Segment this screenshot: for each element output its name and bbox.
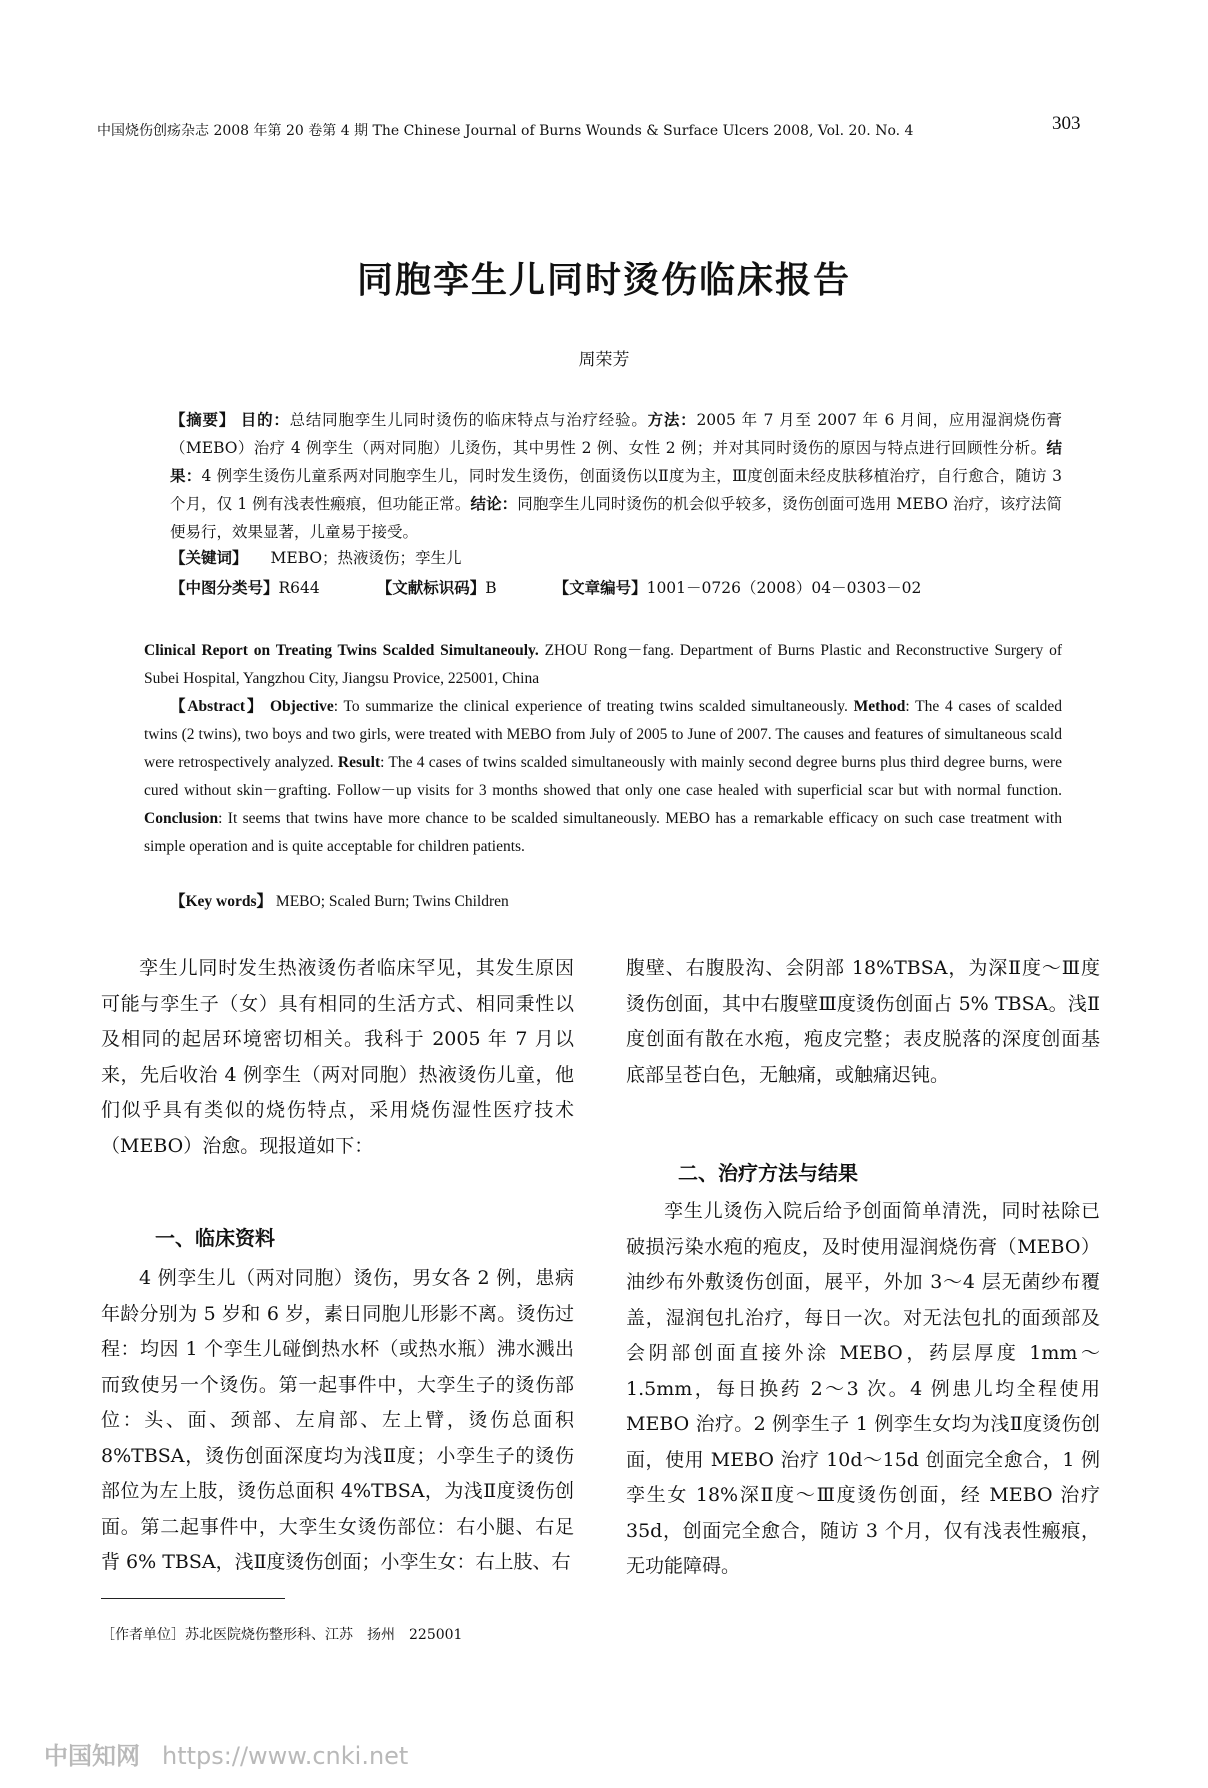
doc-code-value: B [485,579,497,597]
section1-body [101,1261,574,1581]
chinese-abstract [170,406,1062,546]
class-label: 【中图分类号】 [170,578,279,597]
author-affiliation-footnote: ［作者单位］苏北医院烧伤整形科、江苏 扬州 225001 [101,1627,463,1643]
page-number: 303 [1052,113,1081,134]
english-conclusion: It seems that twins have more chance to be scalded simultaneously. MEBO has a remarkable efficacy on such case treatment with simple operation and is quite acceptable for children patients. [144,810,1062,855]
keywords-label: 【关键词】 [170,548,248,567]
abstract-label: 【摘要】 [170,410,236,429]
english-abstract-label: 【Abstract】 [170,698,265,715]
body-intro [101,951,574,1164]
english-result: The 4 cases of twins scalded simultaneously with mainly second degree burns plus third degree burns, were cured without skin－grafting. Follow－up visits for 3 months showed that only one case healed with superficial scar but with normal function. [144,754,1063,799]
article-title: 同胞孪生儿同时烫伤临床报告 [356,260,851,301]
section2-paragraph: 孪生儿烫伤入院后给予创面简单清洗，同时祛除已破损污染水疱的疱皮，及时使用湿润烧伤膏（MEBO）油纱布外敷烫伤创面，展平，外加 3～4 层无菌纱布覆盖，湿润包扎治疗，每日一次。对无法包扎的面颈部及会阴部创面直接外涂 MEBO，药层厚度 1mm～1.5mm，每日换药 2～3 次。4 例患儿均全程使用 MEBO 治疗。2 例孪生子 1 例孪生女均为浅Ⅱ度烫伤创面，使用 MEBO 治疗 10d～15d 创面完全愈合，1 例孪生女 18%深Ⅱ度～Ⅲ度烫伤创面，经 MEBO 治疗 35d，创面完全愈合，随访 3 个月，仅有浅表性瘢痕，无功能障碍。 [626,1200,1100,1577]
right-column-continuation [626,951,1100,1093]
cnki-watermark [44,1736,408,1771]
english-keywords-row [170,889,509,911]
result-label: 结果： [170,438,1062,485]
watermark-url: https://www.cnki.net [162,1742,409,1770]
keywords-row [170,546,462,568]
watermark-brand: 中国知网 [44,1742,140,1770]
english-method: The 4 cases of scalded twins (2 twins), two boys and two girls, were treated with MEBO from July of 2005 to June of 2007. The causes and features of simultaneous scald were retrospectively analyzed. [144,698,1062,771]
english-result-label: Result [337,754,381,771]
method-label: 方法： [647,410,697,429]
article-number-value: 1001－0726（2008）04－0303－02 [646,579,922,597]
section2-heading: 二、治疗方法与结果 [678,1161,858,1185]
class-value: R644 [278,579,320,597]
english-title-block [144,637,1062,693]
english-affiliation: ZHOU Rong－fang. Department of Burns Plastic and Reconstructive Surgery of Subei Hospital, Yangzhou City, Jiangsu Provice, 225001, China [144,642,1062,687]
doc-code-label: 【文献标识码】 [376,578,486,597]
english-keywords-label: 【Key words】 [170,893,273,910]
classification-row [170,576,973,598]
english-title: Clinical Report on Treating Twins Scalded Simultaneouly. [144,642,539,659]
english-method-label: Method [853,698,906,715]
method-text: 2005 年 7 月至 2007 年 6 月间，应用湿润烧伤膏（MEBO）治疗 4 例孪生（两对同胞）儿烫伤，其中男性 2 例、女性 2 例；并对其同时烫伤的原因与特点进行回顾性分析。 [170,411,1062,457]
english-keywords: MEBO; Scaled Burn; Twins Children [275,893,509,910]
keywords-text: MEBO；热液烫伤；孪生儿 [270,549,462,567]
english-conclusion-label: Conclusion [144,810,219,827]
english-objective-label: Objective [270,698,334,715]
conclusion-label: 结论： [470,494,518,513]
author-name: 周荣芳 [578,350,630,370]
continuation-paragraph: 腹壁、右腹股沟、会阴部 18%TBSA，为深Ⅱ度～Ⅲ度烫伤创面，其中右腹壁Ⅲ度烫伤创面占 5% TBSA。浅Ⅱ度创面有散在水疱，疱皮完整；表皮脱落的深度创面基底部呈苍白色，无触痛，或触痛迟钝。 [626,957,1100,1086]
running-header: 中国烧伤创疡杂志 2008 年第 20 卷第 4 期 The Chinese Journal of Burns Wounds & Surface Ulcers 2008, Vol. 20. No. 4 [97,123,914,139]
objective-label: 目的： [240,410,290,429]
section1-heading: 一、临床资料 [155,1226,275,1250]
footnote-divider [101,1598,285,1599]
english-objective: To summarize the clinical experience of treating twins scalded simultaneously. [343,698,848,715]
conclusion-text: 同胞孪生儿同时烫伤的机会似乎较多，烫伤创面可选用 MEBO 治疗，该疗法简便易行，效果显著，儿童易于接受。 [170,495,1062,541]
article-number-label: 【文章编号】 [553,578,647,597]
english-abstract: 【Abstract】 Objective: To summarize the clinical experience of treating twins scalded simultaneously. Method: The 4 cases of scalded twins (2 twins), two boys and two girls, were treated with MEBO from July of 2005 to June of 2007. The causes and features of simultaneous scald were retrospectively analyzed. Result: The 4 cases of twins scalded simultaneously with mainly second degree burns plus third degree burns, were cured without skin－grafting. Follow－up visits for 3 months showed that only one case healed with superficial scar but with normal function. Conclusion: It seems that twins have more chance to be scalded simultaneously. MEBO has a remarkable efficacy on such case treatment with simple operation and is quite acceptable for children patients. [144,698,1063,855]
result-text: 4 例孪生烫伤儿童系两对同胞孪生儿，同时发生烫伤，创面烫伤以Ⅱ度为主，Ⅲ度创面未经皮肤移植治疗，自行愈合，随访 3 个月，仅 1 例有浅表性瘢痕，但功能正常。 [170,467,1062,513]
section1-paragraph: 4 例孪生儿（两对同胞）烫伤，男女各 2 例，患病年龄分别为 5 岁和 6 岁，素日同胞儿形影不离。烫伤过程：均因 1 个孪生儿碰倒热水杯（或热水瓶）沸水溅出而致使另一个烫伤。第一起事件中，大孪生子的烫伤部位：头、面、颈部、左肩部、左上臂，烫伤总面积 8%TBSA，烫伤创面深度均为浅Ⅱ度；小孪生子的烫伤部位为左上肢，烫伤总面积 4%TBSA，为浅Ⅱ度烫伤创面。第二起事件中，大孪生女烫伤部位：右小腿、右足背 6% TBSA，浅Ⅱ度烫伤创面；小孪生女：右上肢、右 [101,1267,574,1573]
objective-text: 总结同胞孪生儿同时烫伤的临床特点与治疗经验。 [289,411,648,429]
section2-body [626,1194,1100,1585]
intro-paragraph: 孪生儿同时发生热液烫伤者临床罕见，其发生原因可能与孪生子（女）具有相同的生活方式、相同秉性以及相同的起居环境密切相关。我科于 2005 年 7 月以来，先后收治 4 例孪生（两对同胞）热液烫伤儿童，他们似乎具有类似的烧伤特点，采用烧伤湿性医疗技术（MEBO）治愈。现报道如下： [101,957,574,1157]
